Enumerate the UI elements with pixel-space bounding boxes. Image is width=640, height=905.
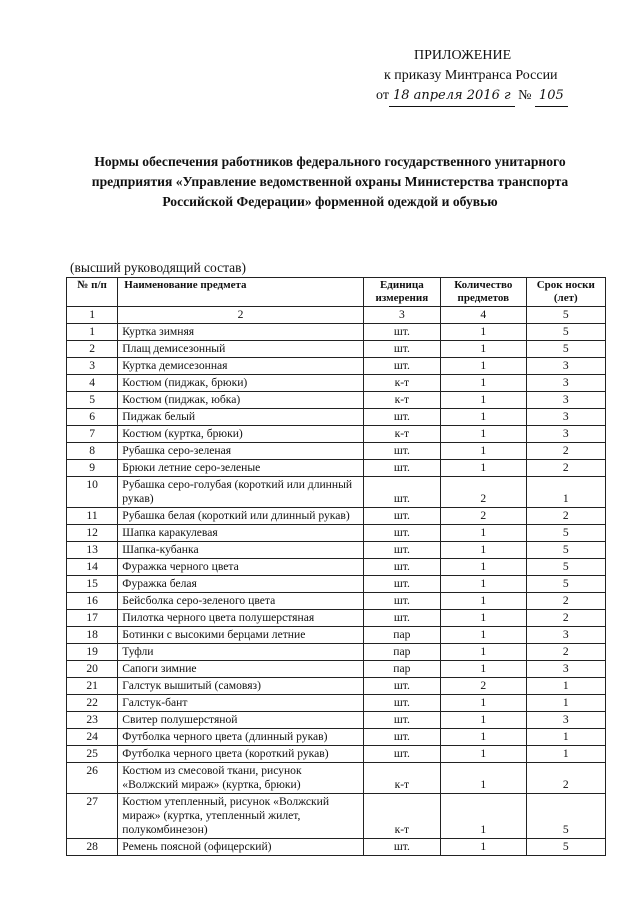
item-name: Брюки летние серо-зеленые — [118, 460, 363, 477]
item-name: Костюм (куртка, брюки) — [118, 426, 363, 443]
unit: шт. — [363, 729, 440, 746]
table-row — [67, 525, 606, 542]
unit: шт. — [363, 559, 440, 576]
quantity: 1 — [441, 712, 526, 729]
unit: шт. — [363, 610, 440, 627]
row-number: 8 — [67, 443, 118, 460]
item-name: Костюм утепленный, рисунок «Волжский мираж» (куртка, утепленный жилет, полукомбинезон) — [118, 794, 363, 839]
appendix-label: ПРИЛОЖЕНИЕ — [414, 48, 512, 63]
wear-period: 2 — [526, 460, 605, 477]
unit: шт. — [363, 443, 440, 460]
col-number: 5 — [526, 307, 605, 324]
wear-period: 2 — [526, 763, 605, 794]
from-label: от — [376, 88, 389, 103]
unit: шт. — [363, 525, 440, 542]
table-row — [67, 695, 606, 712]
quantity: 1 — [441, 763, 526, 794]
wear-period: 5 — [526, 559, 605, 576]
unit: шт. — [363, 712, 440, 729]
quantity: 1 — [441, 341, 526, 358]
unit: к-т — [363, 426, 440, 443]
unit: шт. — [363, 508, 440, 525]
header-wear-period: Срок носки (лет) — [526, 278, 605, 307]
table-row — [67, 627, 606, 644]
wear-period: 5 — [526, 794, 605, 839]
col-number: 4 — [441, 307, 526, 324]
quantity: 1 — [441, 559, 526, 576]
item-name: Туфли — [118, 644, 363, 661]
quantity: 1 — [441, 695, 526, 712]
unit: шт. — [363, 695, 440, 712]
wear-period: 5 — [526, 324, 605, 341]
wear-period: 5 — [526, 341, 605, 358]
wear-period: 3 — [526, 426, 605, 443]
row-number: 21 — [67, 678, 118, 695]
quantity: 1 — [441, 593, 526, 610]
quantity: 1 — [441, 375, 526, 392]
item-name: Свитер полушерстяной — [118, 712, 363, 729]
item-name: Рубашка серо-голубая (короткий или длинный рукав) — [118, 477, 363, 508]
order-date-line — [376, 86, 626, 107]
wear-period: 5 — [526, 576, 605, 593]
table-row — [67, 443, 606, 460]
table-row — [67, 746, 606, 763]
wear-period: 3 — [526, 375, 605, 392]
col-number: 3 — [363, 307, 440, 324]
table-row — [67, 542, 606, 559]
item-name: Пиджак белый — [118, 409, 363, 426]
wear-period: 1 — [526, 477, 605, 508]
quantity: 1 — [441, 794, 526, 839]
quantity: 1 — [441, 661, 526, 678]
quantity: 2 — [441, 678, 526, 695]
quantity: 1 — [441, 426, 526, 443]
quantity: 1 — [441, 358, 526, 375]
row-number: 20 — [67, 661, 118, 678]
unit: пар — [363, 627, 440, 644]
appendix-header — [376, 46, 626, 107]
norms-table — [66, 277, 606, 856]
wear-period: 3 — [526, 661, 605, 678]
row-number: 23 — [67, 712, 118, 729]
wear-period: 5 — [526, 839, 605, 856]
col-number: 1 — [67, 307, 118, 324]
quantity: 1 — [441, 576, 526, 593]
row-number: 7 — [67, 426, 118, 443]
wear-period: 2 — [526, 443, 605, 460]
row-number: 19 — [67, 644, 118, 661]
table-row — [67, 460, 606, 477]
wear-period: 2 — [526, 644, 605, 661]
unit: к-т — [363, 763, 440, 794]
wear-period: 3 — [526, 358, 605, 375]
table-row — [67, 678, 606, 695]
row-number: 11 — [67, 508, 118, 525]
row-number: 3 — [67, 358, 118, 375]
item-name: Куртка демисезонная — [118, 358, 363, 375]
quantity: 1 — [441, 729, 526, 746]
row-number: 14 — [67, 559, 118, 576]
row-number: 17 — [67, 610, 118, 627]
table-row — [67, 576, 606, 593]
number-label: № — [518, 88, 532, 103]
item-name: Футболка черного цвета (короткий рукав) — [118, 746, 363, 763]
quantity: 1 — [441, 839, 526, 856]
row-number: 5 — [67, 392, 118, 409]
item-name: Шапка каракулевая — [118, 525, 363, 542]
table-row — [67, 661, 606, 678]
table-row — [67, 409, 606, 426]
unit: пар — [363, 644, 440, 661]
unit: пар — [363, 661, 440, 678]
wear-period: 2 — [526, 610, 605, 627]
unit: к-т — [363, 392, 440, 409]
table-row — [67, 729, 606, 746]
item-name: Рубашка серо-зеленая — [118, 443, 363, 460]
wear-period: 1 — [526, 678, 605, 695]
item-name: Плащ демисезонный — [118, 341, 363, 358]
quantity: 1 — [441, 746, 526, 763]
header-quantity: Количество предметов — [441, 278, 526, 307]
order-reference: к приказу Минтранса России — [384, 68, 558, 83]
quantity: 1 — [441, 644, 526, 661]
wear-period: 3 — [526, 392, 605, 409]
table-row — [67, 593, 606, 610]
row-number: 22 — [67, 695, 118, 712]
table-subtitle: (высший руководящий состав) — [70, 260, 247, 275]
item-name: Галстук вышитый (самовяз) — [118, 678, 363, 695]
unit: шт. — [363, 839, 440, 856]
unit: шт. — [363, 593, 440, 610]
document-title: Нормы обеспечения работников федерального государственного унитарного предприятия «Управление ведомственной охраны Министерства транспорта Российской Федерации» форменной одеждой и обувью — [91, 154, 569, 209]
item-name: Костюм (пиджак, брюки) — [118, 375, 363, 392]
quantity: 1 — [441, 610, 526, 627]
item-name: Костюм из смесовой ткани, рисунок «Волжский мираж» (куртка, брюки) — [118, 763, 363, 794]
item-name: Пилотка черного цвета полушерстяная — [118, 610, 363, 627]
table-row — [67, 712, 606, 729]
quantity: 1 — [441, 542, 526, 559]
table-row — [67, 375, 606, 392]
table-row — [67, 477, 606, 508]
row-number: 13 — [67, 542, 118, 559]
wear-period: 3 — [526, 409, 605, 426]
row-number: 25 — [67, 746, 118, 763]
table-header-row — [67, 278, 606, 307]
row-number: 18 — [67, 627, 118, 644]
table-row — [67, 644, 606, 661]
row-number: 28 — [67, 839, 118, 856]
wear-period: 5 — [526, 525, 605, 542]
wear-period: 1 — [526, 729, 605, 746]
unit: шт. — [363, 324, 440, 341]
quantity: 2 — [441, 508, 526, 525]
table-row — [67, 839, 606, 856]
unit: к-т — [363, 794, 440, 839]
col-number: 2 — [118, 307, 363, 324]
quantity: 1 — [441, 525, 526, 542]
table-row — [67, 559, 606, 576]
wear-period: 5 — [526, 542, 605, 559]
quantity: 1 — [441, 443, 526, 460]
item-name: Ботинки с высокими берцами летние — [118, 627, 363, 644]
quantity: 1 — [441, 460, 526, 477]
row-number: 16 — [67, 593, 118, 610]
item-name: Куртка зимняя — [118, 324, 363, 341]
item-name: Фуражка черного цвета — [118, 559, 363, 576]
table-row — [67, 392, 606, 409]
row-number: 6 — [67, 409, 118, 426]
row-number: 12 — [67, 525, 118, 542]
row-number: 1 — [67, 324, 118, 341]
table-row — [67, 358, 606, 375]
header-number: № п/п — [67, 278, 118, 307]
item-name: Футболка черного цвета (длинный рукав) — [118, 729, 363, 746]
wear-period: 1 — [526, 746, 605, 763]
handwritten-number: 105 — [535, 86, 568, 107]
item-name: Сапоги зимние — [118, 661, 363, 678]
unit: шт. — [363, 746, 440, 763]
unit: шт. — [363, 409, 440, 426]
quantity: 1 — [441, 392, 526, 409]
quantity: 2 — [441, 477, 526, 508]
table-row — [67, 341, 606, 358]
table-row — [67, 610, 606, 627]
quantity: 1 — [441, 324, 526, 341]
wear-period: 3 — [526, 712, 605, 729]
unit: шт. — [363, 341, 440, 358]
item-name: Бейсболка серо-зеленого цвета — [118, 593, 363, 610]
unit: шт. — [363, 477, 440, 508]
handwritten-date: 18 апреля 2016 г — [389, 86, 515, 107]
item-name: Шапка-кубанка — [118, 542, 363, 559]
wear-period: 2 — [526, 593, 605, 610]
header-item-name: Наименование предмета — [118, 278, 363, 307]
item-name: Рубашка белая (короткий или длинный рукав) — [118, 508, 363, 525]
item-name: Галстук-бант — [118, 695, 363, 712]
row-number: 26 — [67, 763, 118, 794]
unit: шт. — [363, 542, 440, 559]
item-name: Ремень поясной (офицерский) — [118, 839, 363, 856]
row-number: 9 — [67, 460, 118, 477]
unit: к-т — [363, 375, 440, 392]
wear-period: 2 — [526, 508, 605, 525]
table-row — [67, 508, 606, 525]
item-name: Костюм (пиджак, юбка) — [118, 392, 363, 409]
table-row — [67, 324, 606, 341]
table-row — [67, 426, 606, 443]
table-row — [67, 763, 606, 794]
row-number: 15 — [67, 576, 118, 593]
column-numbers-row — [67, 307, 606, 324]
unit: шт. — [363, 576, 440, 593]
row-number: 2 — [67, 341, 118, 358]
item-name: Фуражка белая — [118, 576, 363, 593]
row-number: 10 — [67, 477, 118, 508]
header-unit: Единица измерения — [363, 278, 440, 307]
unit: шт. — [363, 358, 440, 375]
row-number: 4 — [67, 375, 118, 392]
unit: шт. — [363, 678, 440, 695]
row-number: 27 — [67, 794, 118, 839]
unit: шт. — [363, 460, 440, 477]
row-number: 24 — [67, 729, 118, 746]
wear-period: 1 — [526, 695, 605, 712]
quantity: 1 — [441, 627, 526, 644]
quantity: 1 — [441, 409, 526, 426]
wear-period: 3 — [526, 627, 605, 644]
table-row — [67, 794, 606, 839]
